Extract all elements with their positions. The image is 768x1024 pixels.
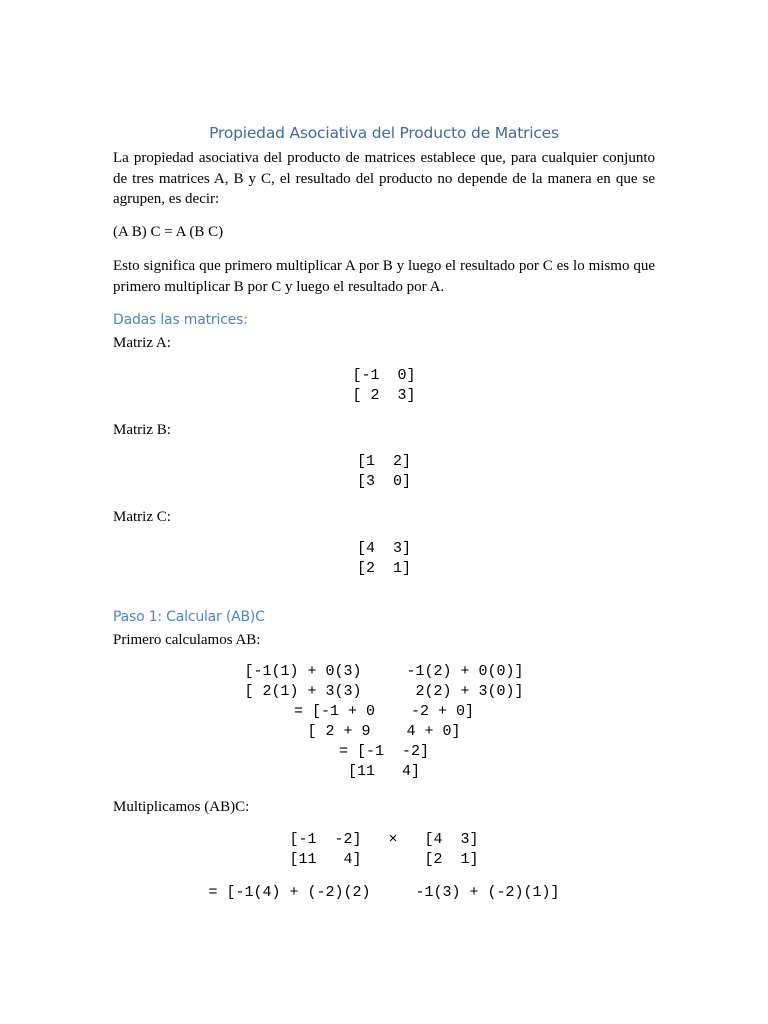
multiply-abc-label: Multiplicamos (AB)C: bbox=[113, 799, 250, 815]
matrix-a-row-2: [ 2 3] bbox=[352, 387, 416, 404]
ab-line-6: [11 4] bbox=[347, 763, 420, 780]
matrix-b-row-2: [3 0] bbox=[356, 473, 411, 490]
ab-line-3: = [-1 + 0 -2 + 0] bbox=[293, 703, 475, 720]
step1-heading: Paso 1: Calcular (AB)C bbox=[113, 609, 265, 625]
matrix-c-row-2: [2 1] bbox=[356, 560, 411, 577]
page-title: Propiedad Asociativa del Producto de Matrices bbox=[209, 124, 559, 142]
matrix-b-label: Matriz B: bbox=[113, 422, 171, 438]
given-matrices-heading: Dadas las matrices: bbox=[113, 312, 248, 328]
ab-line-4: [ 2 + 9 4 + 0] bbox=[307, 723, 461, 740]
matrix-c-label: Matriz C: bbox=[113, 509, 171, 525]
explanation-paragraph: Esto significa que primero multiplicar A por B y luego el resultado por C es lo mismo que primero multiplicar B por C y luego el resultado por A. bbox=[113, 258, 655, 295]
matrix-a-label: Matriz A: bbox=[113, 335, 171, 351]
matrix-a-row-1: [-1 0] bbox=[352, 367, 416, 384]
matrix-b-row-1: [1 2] bbox=[356, 453, 411, 470]
multiply-line-1: [-1 -2] × [4 3] bbox=[289, 831, 479, 848]
ab-line-1: [-1(1) + 0(3) -1(2) + 0(0)] bbox=[244, 663, 524, 680]
calc-ab-label: Primero calculamos AB: bbox=[113, 632, 261, 648]
matrix-c-row-1: [4 3] bbox=[356, 540, 411, 557]
intro-paragraph: La propiedad asociativa del producto de matrices establece que, para cualquier conjunto de tres matrices A, B y C, el resultado del producto no depende de la manera en que se agrupen, es decir: bbox=[113, 150, 655, 208]
multiply-line-2: [11 4] [2 1] bbox=[289, 851, 479, 868]
ab-line-2: [ 2(1) + 3(3) 2(2) + 3(0)] bbox=[244, 683, 524, 700]
associative-formula: (A B) C = A (B C) bbox=[113, 224, 224, 240]
ab-line-5: = [-1 -2] bbox=[338, 743, 429, 760]
result-line: = [-1(4) + (-2)(2) -1(3) + (-2)(1)] bbox=[208, 884, 560, 901]
